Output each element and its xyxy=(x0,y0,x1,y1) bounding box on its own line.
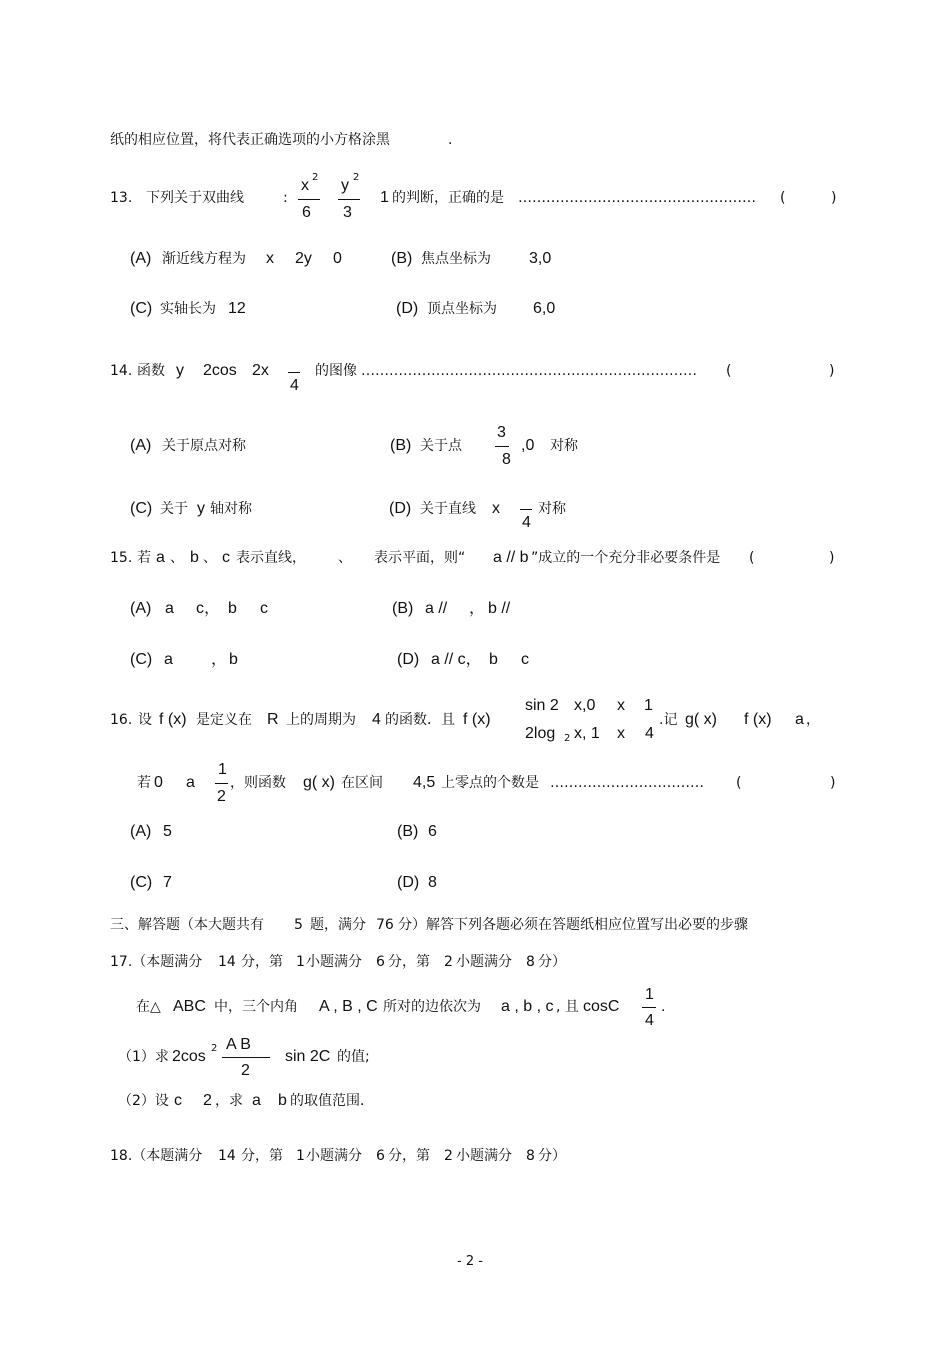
q14-stem-post: 的图像 xyxy=(315,363,357,379)
q17-quarter-num: 1 xyxy=(645,986,654,1003)
q18-h-t6: 分） xyxy=(538,1148,566,1164)
q15-number: 15. xyxy=(110,550,133,566)
q17-quarter-den: 4 xyxy=(645,1012,654,1029)
q17-p2-t: ，求 xyxy=(215,1093,243,1109)
q16-fx: f (x) xyxy=(159,711,187,728)
q15-optA-m3: b xyxy=(228,600,237,617)
q16-optC-label: (C) xyxy=(130,874,153,891)
q18-header: 18.（本题满分 xyxy=(110,1148,203,1164)
q16-a: a xyxy=(795,711,804,728)
q14-m3: 2x xyxy=(252,362,269,379)
q17-p2-a: a xyxy=(252,1092,261,1109)
q14-paren-close: ) xyxy=(829,363,835,379)
q15-c: c xyxy=(222,549,230,566)
q18-h-score: 14 xyxy=(218,1148,236,1164)
q14-paren-open: ( xyxy=(726,363,732,379)
q13-optB-text: 焦点坐标为 xyxy=(421,251,491,267)
q15-paren-close: ) xyxy=(829,550,835,566)
q13-optD-text: 顶点坐标为 xyxy=(427,301,497,317)
q17-p2-label: （2）设 xyxy=(118,1093,169,1109)
q17-body-mid: 中，三个内角 xyxy=(214,999,298,1015)
q17-h-t6: 分） xyxy=(538,954,566,970)
q15-optD-label: (D) xyxy=(397,651,420,668)
q16-fx2: f (x) xyxy=(463,711,491,728)
q18-h-6: 6 xyxy=(376,1148,385,1164)
q14-optD-var: x xyxy=(492,500,500,517)
q17-quarter-bar xyxy=(642,1007,656,1008)
q16-optB: 6 xyxy=(428,823,437,840)
q18-h-t5: 小题满分 xyxy=(456,1148,512,1164)
q14-optB-num: 3 xyxy=(497,424,506,441)
q16-text4: 的函数．且 xyxy=(385,712,455,728)
q17-p2-2: 2 xyxy=(203,1092,212,1109)
q15-optB-m3: b // xyxy=(488,600,511,617)
q14-optD-text: 关于直线 xyxy=(420,501,476,517)
q16-dots: …………………………… xyxy=(550,775,704,791)
q17-h-t5: 小题满分 xyxy=(456,954,512,970)
q15-cond: a // b xyxy=(493,549,529,566)
q13-one: 1 xyxy=(380,189,389,206)
q13-optD-math: 6,0 xyxy=(533,300,556,317)
q17-h-1: 1 xyxy=(296,954,305,970)
q17-cosC: cosC xyxy=(583,998,620,1015)
q18-h-t2: 分，第 xyxy=(241,1148,283,1164)
q17-header: 17.（本题满分 xyxy=(110,954,203,970)
q16-four: 4 xyxy=(372,711,381,728)
q16-p1-d: 1 xyxy=(644,697,653,714)
q14-m2: 2cos xyxy=(203,362,237,379)
q13-optC-text: 实轴长为 xyxy=(160,301,216,317)
q18-h-1: 1 xyxy=(296,1148,305,1164)
q13-dots: …………………………………………… xyxy=(518,190,756,206)
q14-optB-bar xyxy=(495,446,509,447)
q14-dots: ……………………………………………………………… xyxy=(361,363,697,379)
q18-h-2: 2 xyxy=(444,1148,453,1164)
q13-optA-text: 渐近线方程为 xyxy=(162,251,246,267)
q13-paren-open: ( xyxy=(780,190,786,206)
q16-number: 16. xyxy=(110,712,133,728)
q14-optB-label: (B) xyxy=(390,437,412,454)
q15-optC-m2: ， xyxy=(211,651,228,668)
q14-den4: 4 xyxy=(290,377,299,394)
q17-body-mid3: , 且 xyxy=(556,999,579,1015)
q13-x-sup: 2 xyxy=(312,172,319,183)
q13-y: y xyxy=(341,177,349,194)
q17-p2-end: 的取值范围． xyxy=(290,1093,374,1109)
q16-optD-label: (D) xyxy=(397,874,420,891)
q13-optA-m3: 0 xyxy=(333,250,342,267)
q15-sep3: 、 xyxy=(338,550,352,566)
q14-optD-den: 4 xyxy=(522,514,531,531)
page-number: - 2 - xyxy=(457,1254,483,1269)
q17-p2-c: c xyxy=(174,1092,182,1109)
q16-line2-mid: ，则函数 xyxy=(230,775,286,791)
intro-line: 纸的相应位置，将代表正确选项的小方格涂黑 xyxy=(110,132,390,148)
q16-paren-open: ( xyxy=(736,775,742,791)
q13-optD-label: (D) xyxy=(396,300,419,317)
q16-p1-c: x xyxy=(617,697,625,714)
q17-p2-b: b xyxy=(278,1092,287,1109)
q14-frac-bar xyxy=(288,372,300,373)
q16-optA-label: (A) xyxy=(130,823,152,840)
q17-h-8: 8 xyxy=(526,954,535,970)
q15-sep1: 、 xyxy=(170,550,184,566)
q14-optD-label: (D) xyxy=(389,500,412,517)
q14-optB-text2: 对称 xyxy=(550,438,578,454)
q13-number: 13. xyxy=(110,190,133,206)
q13-den3: 3 xyxy=(343,204,352,221)
q16-p2-d: 4 xyxy=(645,725,654,742)
q13-x: x xyxy=(301,177,309,194)
q13-optB-math: 3,0 xyxy=(529,250,552,267)
q14-optB-tail: ,0 xyxy=(521,437,535,454)
q16-text3: 上的周期为 xyxy=(286,712,356,728)
q16-text5: .记 xyxy=(659,712,678,728)
q16-optB-label: (B) xyxy=(397,823,419,840)
q14-optB-den: 8 xyxy=(502,451,511,468)
q16-text1: 设 xyxy=(138,712,152,728)
q13-optC-label: (C) xyxy=(130,300,153,317)
q13-optA-m2: 2y xyxy=(295,250,312,267)
q16-text2: 是定义在 xyxy=(196,712,252,728)
q13-frac2-bar xyxy=(338,199,360,200)
q16-zero: 0 xyxy=(154,774,163,791)
q17-p1-coef: 2cos xyxy=(172,1048,206,1065)
q18-h-8: 8 xyxy=(526,1148,535,1164)
q17-h-6: 6 xyxy=(376,954,385,970)
q16-interval: 4,5 xyxy=(413,774,436,791)
q15-optA-label: (A) xyxy=(130,600,152,617)
q15-text1: 若 xyxy=(137,550,151,566)
q17-h-t3: 小题满分 xyxy=(306,954,362,970)
q16-optC: 7 xyxy=(163,874,172,891)
q16-paren-close: ) xyxy=(830,775,836,791)
q14-optC-text2: 轴对称 xyxy=(210,501,252,517)
q15-sep2: 、 xyxy=(203,550,217,566)
q15-optB-m2: ， xyxy=(469,600,486,617)
q16-p1-a: sin 2 xyxy=(525,697,559,714)
section3-t3: 分）解答下列各题必须在答题纸相应位置写出必要的步骤 xyxy=(398,917,748,933)
q14-optA-label: (A) xyxy=(130,437,152,454)
q16-half-bar xyxy=(215,783,228,784)
q15-optC-label: (C) xyxy=(130,651,153,668)
section3-n: 5 xyxy=(294,917,303,933)
q17-ABC: ABC xyxy=(173,998,206,1015)
q16-optA: 5 xyxy=(163,823,172,840)
q14-optC-text: 关于 xyxy=(160,501,188,517)
intro-dot: . xyxy=(448,132,453,148)
q15-text3: 表示平面，则“ xyxy=(374,550,466,566)
q15-optB-label: (B) xyxy=(392,600,414,617)
q15-optD-m1: a // c， xyxy=(431,651,482,668)
q13-optA-m1: x xyxy=(266,250,274,267)
q17-p1-sup: 2 xyxy=(211,1043,218,1054)
q17-p1-label: （1）求 xyxy=(118,1049,169,1065)
section3-t2: 题，满分 xyxy=(310,917,366,933)
q17-h-2: 2 xyxy=(444,954,453,970)
q16-fx3: f (x) xyxy=(744,711,772,728)
q15-optA-m2: c， xyxy=(196,600,221,617)
q17-body-pre: 在△ xyxy=(136,999,161,1015)
q13-optC-math: 12 xyxy=(228,300,246,317)
q15-optA-m1: a xyxy=(165,600,174,617)
q14-optD-text2: 对称 xyxy=(538,501,566,517)
section3-score: 76 xyxy=(376,917,394,933)
q17-p1-num: A B xyxy=(226,1036,251,1053)
q13-den6: 6 xyxy=(302,204,311,221)
q15-a: a xyxy=(156,549,165,566)
q13-optA-label: (A) xyxy=(130,250,152,267)
q13-y-sup: 2 xyxy=(353,172,360,183)
q18-h-t3: 小题满分 xyxy=(306,1148,362,1164)
q14-optD-bar xyxy=(520,509,532,510)
q16-line2-mid2: 在区间 xyxy=(341,775,383,791)
q17-p1-bar xyxy=(222,1057,270,1058)
q16-line2-post: 上零点的个数是 xyxy=(441,775,539,791)
q16-optD: 8 xyxy=(428,874,437,891)
q16-gx: g( x) xyxy=(685,711,717,728)
q15-optD-m2: b xyxy=(489,651,498,668)
q14-m1: y xyxy=(176,362,184,379)
q15-text4: ”成立的一个充分非必要条件是 xyxy=(531,550,721,566)
q16-p2-log: 2log xyxy=(525,725,556,742)
q17-h-score: 14 xyxy=(218,954,236,970)
q16-R: R xyxy=(267,711,279,728)
q15-optD-m3: c xyxy=(521,651,529,668)
q17-body-mid2: 所对的边依次为 xyxy=(383,999,481,1015)
q16-gx2: g( x) xyxy=(303,774,335,791)
q16-p2-c: x xyxy=(617,725,625,742)
q17-p1-tail: sin 2C xyxy=(285,1048,331,1065)
q13-optB-label: (B) xyxy=(391,250,413,267)
q14-stem-pre: 函数 xyxy=(137,363,165,379)
q15-optC-m3: b xyxy=(229,651,238,668)
q18-h-t4: 分，第 xyxy=(388,1148,430,1164)
q13-frac1-bar xyxy=(298,199,320,200)
q14-optB-text: 关于点 xyxy=(420,438,462,454)
q16-line2-pre: 若 xyxy=(137,775,151,791)
q17-angles: A , B , C xyxy=(319,998,378,1015)
q15-paren-open: ( xyxy=(749,550,755,566)
q13-stem-post: 的判断，正确的是 xyxy=(392,190,504,206)
q16-half-num: 1 xyxy=(218,761,227,778)
q16-p2-sub: 2 xyxy=(564,733,571,744)
q14-optA-text: 关于原点对称 xyxy=(162,438,246,454)
q16-a2: a xyxy=(186,774,195,791)
q16-p2-b: x, 1 xyxy=(574,725,600,742)
q14-optC-var: y xyxy=(197,500,205,517)
q16-half-den: 2 xyxy=(217,788,226,805)
q16-comma: ， xyxy=(806,712,820,728)
q13-colon: : xyxy=(283,190,288,206)
section3-title: 三、解答题（本大题共有 xyxy=(110,917,264,933)
q13-paren-close: ) xyxy=(831,190,837,206)
q14-number: 14. xyxy=(110,363,133,379)
q17-h-t2: 分，第 xyxy=(241,954,283,970)
q17-p1-end: 的值; xyxy=(337,1049,370,1065)
q16-p1-b: x,0 xyxy=(574,697,596,714)
q17-h-t4: 分，第 xyxy=(388,954,430,970)
q15-optB-m1: a // xyxy=(425,600,448,617)
q15-text2: 表示直线， xyxy=(236,550,306,566)
q15-optA-m4: c xyxy=(260,600,268,617)
q15-optC-m1: a xyxy=(164,651,173,668)
q15-b: b xyxy=(190,549,199,566)
q13-stem-pre: 下列关于双曲线 xyxy=(146,190,244,206)
q17-period: . xyxy=(661,999,666,1015)
q17-p1-den: 2 xyxy=(241,1062,250,1079)
q17-sides: a , b , c xyxy=(501,998,554,1015)
q14-optC-label: (C) xyxy=(130,500,153,517)
